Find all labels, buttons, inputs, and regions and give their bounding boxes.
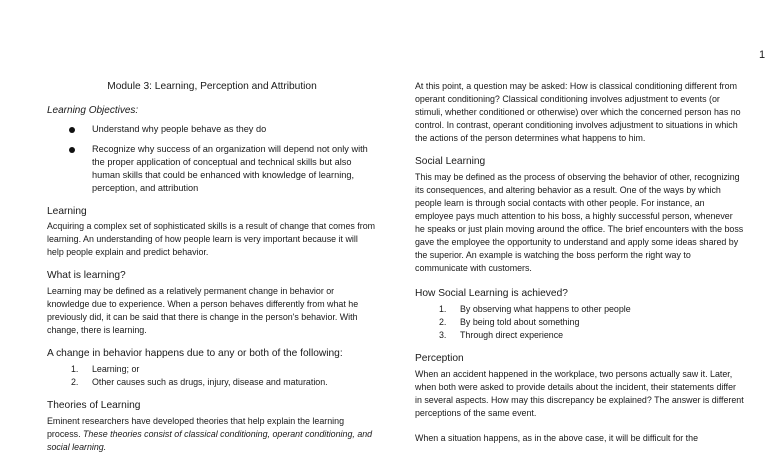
- list-text: By observing what happens to other people: [460, 304, 631, 314]
- list-number: 2.: [439, 317, 447, 327]
- list-number: 3.: [439, 330, 447, 340]
- list-item: [415, 316, 745, 329]
- social-learning-text: This may be defined as the process of observing the behavior of other, recognizing its consequences, and altering behavior as a result. One of the ways by which people learn is through social contacts with other people. For instance, an employee pays much attention to his boss, a highly successful person, whenever he speaks or just plain moving around the office. The brief encounters with the boss gave the employee the opportunity to understand and apply some ideas shared by the superior. An example is watching the boss perform the right way to communicate with customers.: [415, 172, 744, 273]
- objectives-list: [47, 123, 377, 195]
- objective-text: Understand why people behave as they do: [92, 124, 267, 134]
- page-number: 1: [759, 49, 766, 61]
- change-heading: A change in behavior happens due to any or both of the following:: [47, 348, 343, 359]
- objective-item: [47, 143, 377, 195]
- theories-heading: Theories of Learning: [47, 400, 141, 411]
- right-column: [415, 80, 745, 445]
- list-number: 1.: [71, 364, 79, 374]
- perception-text: When an accident happened in the workplace, two persons actually saw it. Later, when both were asked to provide details about the incident, their statements differ in several aspects. How may this discrepancy be explained? The answer is different perceptions of the same event.: [415, 369, 744, 418]
- what-is-learning-heading: What is learning?: [47, 270, 126, 281]
- list-text: Learning; or: [92, 364, 140, 374]
- objective-text: Recognize why success of an organization will depend not only with the proper application of conceptual and technical skills but also human skills that could be enhanced with knowledge of learning, perception, and attribution: [92, 144, 368, 193]
- objective-item: [47, 123, 377, 136]
- perception-heading: Perception: [415, 353, 464, 364]
- list-item: [47, 376, 377, 389]
- social-learning-heading: Social Learning: [415, 156, 486, 167]
- list-number: 2.: [71, 377, 79, 387]
- bullet-icon: [69, 127, 75, 133]
- theories-text-italic: These theories consist of classical conditioning, operant conditioning, and social learning.: [47, 429, 373, 452]
- list-text: By being told about something: [460, 317, 580, 327]
- list-number: 1.: [439, 304, 447, 314]
- left-column: [47, 80, 377, 454]
- module-title: Module 3: Learning, Perception and Attribution: [107, 81, 317, 92]
- how-social-learning-heading: How Social Learning is achieved?: [415, 288, 568, 299]
- objectives-heading: Learning Objectives:: [47, 105, 139, 116]
- list-text: Other causes such as drugs, injury, disease and maturation.: [92, 377, 328, 387]
- how-social-learning-list: [415, 303, 745, 342]
- list-text: Through direct experience: [460, 330, 564, 340]
- situation-text: When a situation happens, as in the above case, it will be difficult for the: [415, 433, 699, 443]
- conditioning-comparison-text: At this point, a question may be asked: How is classical conditioning different from operant conditioning? Classical conditioning involves adjustment to events (or stimuli, whether conditioned or otherwise) over which the concerned person has no control. In contrast, operant conditioning involves adjustment to situations in which the actions of the person determines what happens to him.: [415, 81, 741, 143]
- theories-text: [47, 415, 377, 454]
- list-item: [415, 303, 745, 316]
- what-is-learning-text: Learning may be defined as a relatively permanent change in behavior or knowledge due to experience. When a person behaves differently from what he previously did, it can be said that there is change in the person's behavior. With change, there is learning.: [47, 286, 359, 335]
- learning-heading: Learning: [47, 206, 87, 217]
- theories-text-plain: Eminent researchers have developed theories that help explain the learning process.: [47, 416, 345, 439]
- change-list: [47, 363, 377, 389]
- list-item: [47, 363, 377, 376]
- list-item: [415, 329, 745, 342]
- learning-text: Acquiring a complex set of sophisticated skills is a result of change that comes from learning. An understanding of how people learn is very important because it will help people explain and predict behavior.: [47, 221, 376, 257]
- bullet-icon: [69, 147, 75, 153]
